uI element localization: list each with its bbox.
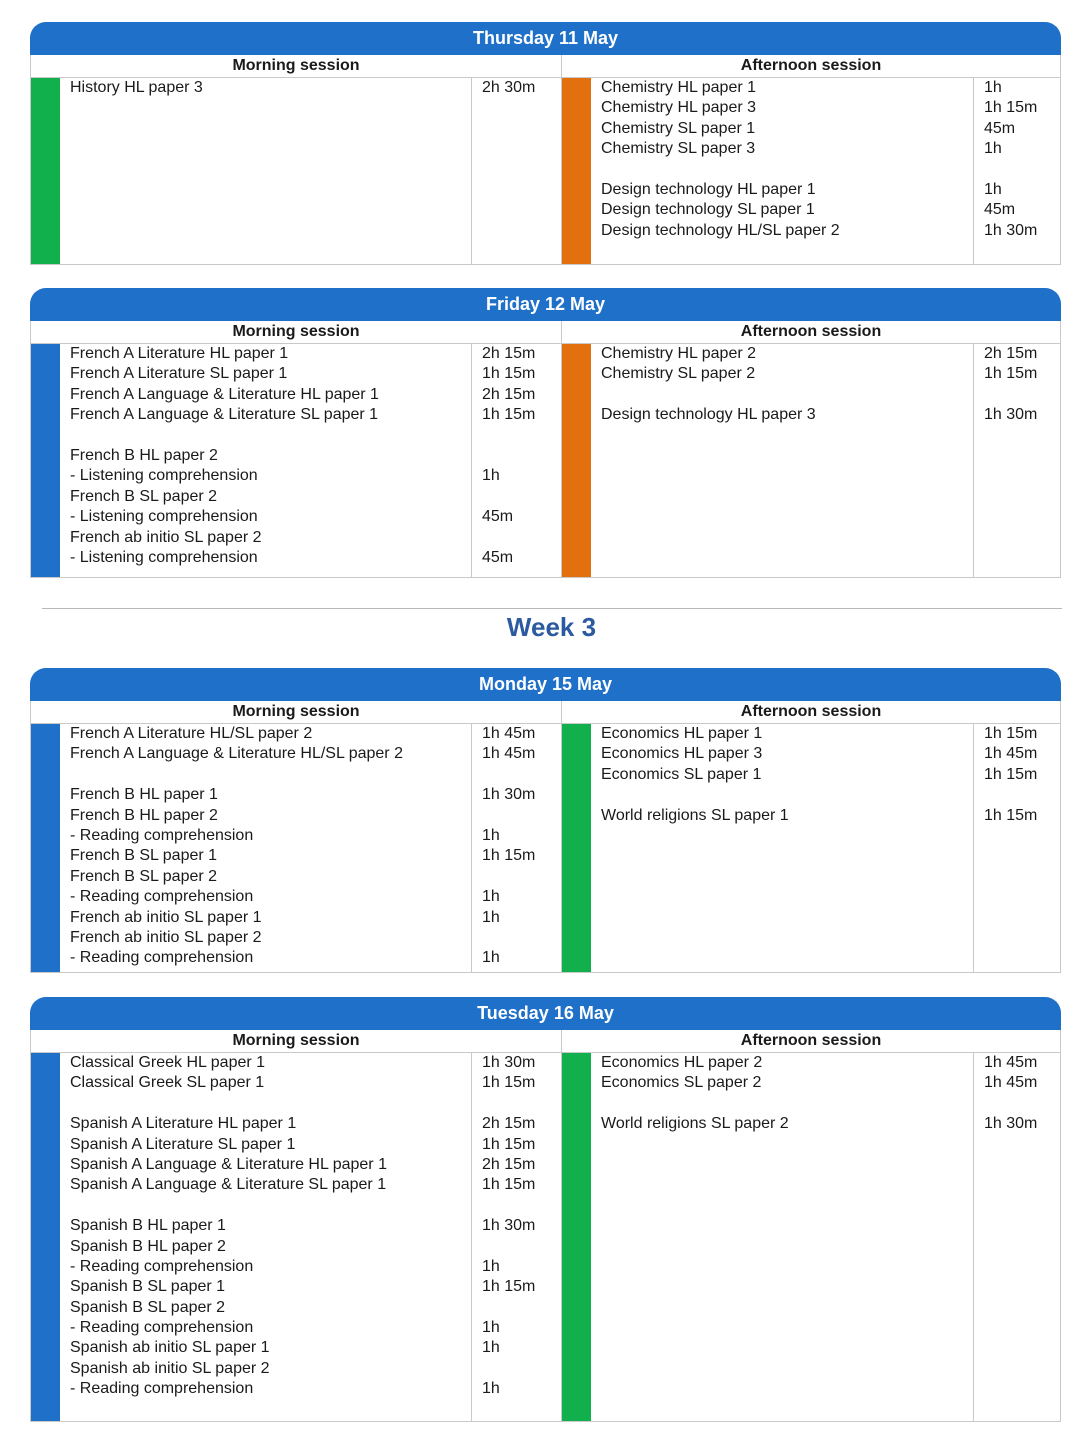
exam-duration: 1h 15m	[482, 1278, 536, 1296]
exam-duration: 1h	[984, 79, 1002, 96]
exam-duration: 1h 30m	[482, 1054, 536, 1071]
exam-duration	[984, 160, 1060, 180]
exam-duration	[482, 1359, 561, 1379]
morning-duration-list	[472, 78, 561, 264]
afternoon-duration-list	[974, 78, 1060, 264]
exam-duration: 1h 15m	[482, 365, 536, 383]
afternoon-column	[562, 78, 1060, 264]
exam-subject: French B SL paper 2	[70, 867, 218, 885]
exam-duration: 45m	[482, 548, 514, 566]
exam-subject: French B SL paper 1	[70, 847, 218, 865]
morning-column	[31, 78, 562, 264]
exam-subject: French A Literature HL/SL paper 2	[70, 725, 313, 742]
exam-duration	[482, 765, 561, 785]
subject-group-color-bar	[562, 344, 591, 577]
exam-duration: 1h	[482, 1380, 500, 1398]
exam-duration: 1h 15m	[984, 725, 1038, 742]
afternoon-session-label: Afternoon session	[740, 323, 882, 340]
exam-subject: Economics HL paper 1	[601, 725, 763, 742]
exam-subject: Design technology HL paper 1	[601, 180, 816, 198]
week-title: Week 3	[506, 612, 597, 642]
exam-subject: Economics SL paper 2	[601, 1074, 762, 1092]
day-header: Thursday 11 May	[30, 22, 1061, 55]
day-header: Monday 15 May	[30, 668, 1061, 701]
exam-duration	[984, 785, 1060, 805]
subject-group-color-bar	[31, 78, 60, 264]
exam-duration: 1h 15m	[482, 1176, 536, 1194]
exam-duration: 1h 15m	[984, 365, 1038, 383]
exam-subject: Spanish A Literature SL paper 1	[70, 1135, 296, 1153]
exam-duration: 1h	[482, 1319, 500, 1337]
exam-duration	[482, 1298, 561, 1318]
exam-subject: Chemistry SL paper 1	[601, 119, 756, 137]
day-schedule-thursday	[30, 22, 1061, 265]
exam-duration: 45m	[482, 508, 514, 526]
exam-duration: 1h 15m	[984, 99, 1038, 117]
exam-subject	[70, 426, 471, 446]
schedule-body	[30, 78, 1061, 265]
exam-subject: Spanish B HL paper 2	[70, 1237, 226, 1255]
exam-duration	[482, 806, 561, 826]
morning-duration-list	[472, 344, 561, 577]
exam-subject: Economics HL paper 3	[601, 745, 763, 763]
exam-subject: French B HL paper 2	[70, 446, 218, 464]
exam-subject: French ab initio SL paper 1	[70, 908, 262, 926]
exam-duration: 1h 15m	[482, 1135, 536, 1153]
subject-group-color-bar	[562, 724, 591, 972]
morning-session-label: Morning session	[31, 55, 562, 77]
exam-subject: Spanish ab initio SL paper 2	[70, 1359, 270, 1377]
afternoon-subject-list	[591, 1053, 974, 1421]
exam-duration: 2h 15m	[482, 1115, 536, 1133]
exam-duration: 1h	[482, 1257, 500, 1275]
exam-duration	[482, 1196, 561, 1216]
exam-subject: - Listening comprehension	[70, 467, 258, 485]
exam-subject: French B HL paper 1	[70, 786, 218, 804]
afternoon-subject-list	[591, 78, 974, 264]
exam-duration: 45m	[984, 119, 1016, 137]
exam-subject: French A Literature HL paper 1	[70, 345, 289, 362]
exam-subject: - Reading comprehension	[70, 888, 254, 906]
day-schedule-tuesday	[30, 997, 1061, 1422]
exam-subject: - Reading comprehension	[70, 1257, 254, 1275]
exam-duration: 1h	[482, 1339, 500, 1357]
morning-session-label: Morning session	[31, 321, 562, 343]
exam-duration	[482, 1237, 561, 1257]
exam-subject: Design technology SL paper 1	[601, 201, 815, 219]
exam-duration	[482, 928, 561, 948]
morning-duration-list	[472, 1053, 561, 1421]
exam-subject: French ab initio SL paper 2	[70, 928, 262, 946]
exam-duration: 1h	[984, 180, 1002, 198]
exam-subject: French B HL paper 2	[70, 806, 218, 824]
exam-subject: Design technology HL/SL paper 2	[601, 221, 840, 239]
exam-duration: 1h 15m	[984, 765, 1038, 783]
exam-subject: - Reading comprehension	[70, 1319, 254, 1337]
exam-subject: Chemistry HL paper 1	[601, 79, 757, 96]
afternoon-duration-list	[974, 344, 1060, 577]
exam-duration: 1h 30m	[984, 406, 1038, 424]
morning-duration-list	[472, 724, 561, 972]
exam-subject: Chemistry SL paper 3	[601, 140, 756, 158]
exam-duration: 1h 30m	[482, 1217, 536, 1235]
exam-duration	[482, 528, 561, 548]
exam-duration: 1h 15m	[482, 1074, 536, 1092]
morning-subject-list	[60, 78, 472, 264]
session-headers	[30, 701, 1061, 724]
exam-subject: World religions SL paper 2	[601, 1115, 789, 1133]
exam-duration: 2h 15m	[482, 345, 536, 362]
exam-subject: French A Language & Literature HL paper 1	[70, 385, 379, 403]
exam-duration: 2h 15m	[482, 1155, 536, 1173]
morning-subject-list	[60, 1053, 472, 1421]
morning-session-label: Morning session	[31, 1030, 562, 1052]
morning-column	[31, 344, 562, 577]
exam-duration	[482, 1094, 561, 1114]
exam-subject: Spanish ab initio SL paper 1	[70, 1339, 270, 1357]
exam-subject: - Reading comprehension	[70, 1380, 254, 1398]
exam-subject: - Reading comprehension	[70, 826, 254, 844]
afternoon-column	[562, 724, 1060, 972]
exam-duration	[482, 446, 561, 466]
exam-subject: French ab initio SL paper 2	[70, 528, 262, 546]
exam-subject: Chemistry HL paper 3	[601, 99, 757, 117]
exam-duration: 2h 15m	[984, 345, 1038, 362]
exam-duration	[482, 487, 561, 507]
subject-group-color-bar	[562, 1053, 591, 1421]
afternoon-session-label: Afternoon session	[740, 57, 882, 74]
exam-subject: Spanish B SL paper 2	[70, 1298, 226, 1316]
exam-subject	[70, 1094, 471, 1114]
exam-duration	[482, 867, 561, 887]
exam-subject: Spanish A Language & Literature SL paper 1	[70, 1176, 387, 1194]
exam-duration: 45m	[984, 201, 1016, 219]
exam-subject: Economics SL paper 1	[601, 765, 762, 783]
exam-subject: - Reading comprehension	[70, 949, 254, 967]
afternoon-column	[562, 1053, 1060, 1421]
exam-duration: 1h	[482, 467, 500, 485]
exam-subject: Economics HL paper 2	[601, 1054, 763, 1071]
afternoon-session-label: Afternoon session	[740, 703, 882, 720]
day-header: Friday 12 May	[30, 288, 1061, 321]
exam-duration: 1h 30m	[984, 1115, 1038, 1133]
exam-duration: 1h	[482, 908, 500, 926]
exam-duration: 1h 15m	[482, 406, 536, 424]
exam-duration: 1h 45m	[984, 1074, 1038, 1092]
exam-subject	[70, 1196, 471, 1216]
exam-subject: Classical Greek SL paper 1	[70, 1074, 265, 1092]
afternoon-duration-list	[974, 1053, 1060, 1421]
morning-session-label: Morning session	[31, 701, 562, 723]
day-schedule-monday	[30, 668, 1061, 973]
session-headers	[30, 1030, 1061, 1053]
exam-duration: 2h 15m	[482, 385, 536, 403]
morning-column	[31, 724, 562, 972]
subject-group-color-bar	[31, 1053, 60, 1421]
session-headers	[30, 321, 1061, 344]
exam-subject	[601, 385, 973, 405]
subject-group-color-bar	[562, 78, 591, 264]
exam-subject: World religions SL paper 1	[601, 806, 789, 824]
exam-subject: Classical Greek HL paper 1	[70, 1054, 266, 1071]
exam-subject: French A Language & Literature HL/SL paper 2	[70, 745, 403, 763]
exam-subject: Chemistry SL paper 2	[601, 365, 756, 383]
exam-duration	[984, 385, 1060, 405]
exam-subject: French A Literature SL paper 1	[70, 365, 288, 383]
session-headers	[30, 55, 1061, 78]
exam-subject: French B SL paper 2	[70, 487, 218, 505]
exam-subject: Spanish A Language & Literature HL paper 1	[70, 1155, 387, 1173]
exam-duration: 1h 45m	[984, 745, 1038, 763]
morning-column	[31, 1053, 562, 1421]
afternoon-session-label: Afternoon session	[740, 1032, 882, 1049]
divider	[42, 608, 1062, 609]
exam-duration: 1h 30m	[984, 221, 1038, 239]
exam-duration	[482, 426, 561, 446]
schedule-body	[30, 724, 1061, 973]
subject-group-color-bar	[31, 724, 60, 972]
morning-subject-list	[60, 344, 472, 577]
exam-subject: Spanish B SL paper 1	[70, 1278, 226, 1296]
exam-subject: History HL paper 3	[70, 79, 203, 96]
exam-duration: 1h 15m	[984, 806, 1038, 824]
exam-duration: 1h 45m	[482, 725, 536, 742]
exam-duration: 1h 45m	[984, 1054, 1038, 1071]
exam-subject: Chemistry HL paper 2	[601, 345, 757, 362]
exam-duration: 1h	[482, 949, 500, 967]
exam-subject	[70, 765, 471, 785]
subject-group-color-bar	[31, 344, 60, 577]
exam-subject	[601, 785, 973, 805]
exam-duration: 2h 30m	[482, 79, 536, 96]
exam-subject: - Listening comprehension	[70, 548, 258, 566]
exam-duration	[984, 1094, 1060, 1114]
day-schedule-friday	[30, 288, 1061, 578]
morning-subject-list	[60, 724, 472, 972]
afternoon-duration-list	[974, 724, 1060, 972]
exam-subject	[601, 160, 973, 180]
exam-duration: 1h	[482, 888, 500, 906]
exam-subject	[601, 1094, 973, 1114]
exam-subject: French A Language & Literature SL paper 1	[70, 406, 379, 424]
exam-duration: 1h 30m	[482, 786, 536, 804]
exam-duration: 1h	[482, 826, 500, 844]
exam-subject: Design technology HL paper 3	[601, 406, 816, 424]
afternoon-column	[562, 344, 1060, 577]
exam-duration: 1h 15m	[482, 847, 536, 865]
afternoon-subject-list	[591, 724, 974, 972]
day-header: Tuesday 16 May	[30, 997, 1061, 1030]
afternoon-subject-list	[591, 344, 974, 577]
exam-subject: Spanish B HL paper 1	[70, 1217, 226, 1235]
exam-duration: 1h	[984, 140, 1002, 158]
exam-subject: - Listening comprehension	[70, 508, 258, 526]
schedule-body	[30, 1053, 1061, 1422]
schedule-body	[30, 344, 1061, 578]
exam-subject: Spanish A Literature HL paper 1	[70, 1115, 297, 1133]
exam-duration: 1h 45m	[482, 745, 536, 763]
